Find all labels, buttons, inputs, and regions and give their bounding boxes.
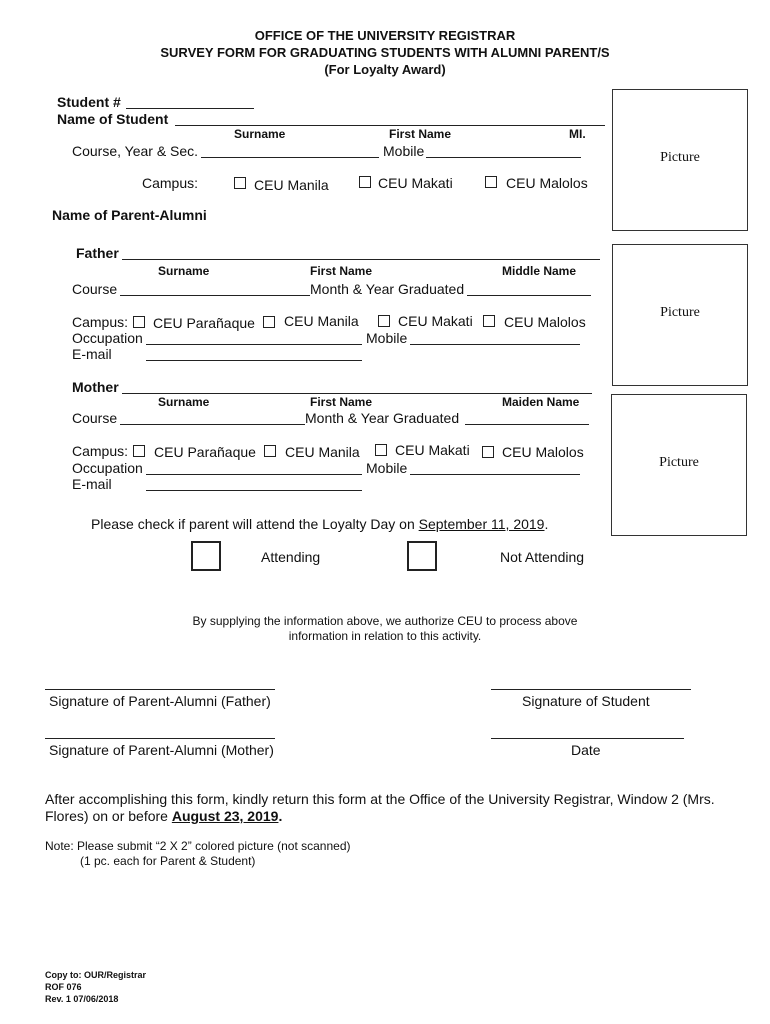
mother-email-label: E-mail [72, 476, 112, 492]
mother-campus-manila: CEU Manila [285, 444, 360, 460]
picture-note-line-1: Note: Please submit “2 X 2” colored picture (not scanned) [45, 839, 351, 853]
mother-mobile-label: Mobile [366, 460, 408, 476]
loyalty-day-date: September 11, 2019 [418, 516, 545, 532]
checkbox-student-ceu-manila[interactable] [234, 177, 246, 189]
return-note-prefix: Flores) on or before [45, 808, 172, 824]
return-note-line-1: After accomplishing this form, kindly return this form at the Office of the University Registrar, Window 2 (Mrs. [45, 791, 715, 807]
student-firstname-caption: First Name [389, 127, 452, 141]
student-campus-malolos: CEU Malolos [506, 175, 588, 191]
father-occupation-label: Occupation [72, 330, 143, 346]
picture-label: Picture [660, 150, 700, 165]
form-office-title: OFFICE OF THE UNIVERSITY REGISTRAR [254, 28, 516, 43]
mother-surname-caption: Surname [158, 395, 210, 409]
checkbox-father-ceu-manila[interactable] [263, 316, 275, 328]
attendance-period: . [544, 516, 549, 532]
student-surname-caption: Surname [234, 127, 286, 141]
checkbox-mother-ceu-manila[interactable] [264, 445, 276, 457]
student-campus-label: Campus: [142, 175, 199, 191]
checkbox-father-ceu-paranaque[interactable] [133, 316, 145, 328]
father-campus-paranaque: CEU Parañaque [153, 315, 255, 331]
mother-occupation-field[interactable] [146, 474, 362, 475]
student-name-label: Name of Student [57, 111, 169, 127]
father-picture-box[interactable] [612, 244, 748, 386]
form-title: SURVEY FORM FOR GRADUATING STUDENTS WITH ALUMNI PARENT/S [160, 45, 610, 60]
not-attending-label: Not Attending [500, 549, 585, 565]
father-campus-makati: CEU Makati [398, 313, 473, 329]
not-attending-checkbox[interactable] [407, 541, 437, 571]
father-label: Father [76, 245, 119, 261]
parent-section-title: Name of Parent-Alumni [52, 207, 207, 223]
student-campus-manila: CEU Manila [254, 177, 329, 193]
deadline-date: August 23, 2019 [171, 808, 279, 824]
footer-form-code: ROF 076 [45, 982, 82, 992]
student-name-field[interactable] [175, 125, 605, 126]
student-mobile-label: Mobile [383, 143, 425, 159]
mother-graduated-field[interactable] [465, 424, 589, 425]
mother-campus-makati: CEU Makati [395, 442, 470, 458]
student-mi-caption: MI. [569, 127, 586, 141]
date-line[interactable] [491, 738, 684, 739]
father-name-field[interactable] [122, 259, 600, 260]
father-surname-caption: Surname [158, 264, 210, 278]
picture-label: Picture [660, 305, 700, 320]
footer-revision: Rev. 1 07/06/2018 [45, 994, 119, 1004]
checkbox-student-ceu-makati[interactable] [359, 176, 371, 188]
mother-occupation-label: Occupation [72, 460, 143, 476]
mother-course-label: Course [72, 410, 118, 426]
father-mobile-field[interactable] [410, 344, 580, 345]
checkbox-mother-ceu-makati[interactable] [375, 444, 387, 456]
father-middlename-caption: Middle Name [502, 264, 577, 278]
checkbox-father-ceu-makati[interactable] [378, 315, 390, 327]
mother-picture-box[interactable] [611, 394, 747, 536]
student-picture-box[interactable] [612, 89, 748, 231]
form-subtitle: (For Loyalty Award) [324, 62, 446, 77]
father-campus-malolos: CEU Malolos [504, 314, 586, 330]
mother-email-field[interactable] [146, 490, 362, 491]
student-signature-label: Signature of Student [522, 693, 650, 709]
checkbox-mother-ceu-malolos[interactable] [482, 446, 494, 458]
mother-campus-label: Campus: [72, 443, 129, 459]
father-email-field[interactable] [146, 360, 362, 361]
student-campus-makati: CEU Makati [378, 175, 453, 191]
attendance-prompt-text: Please check if parent will attend the Loyalty Day on [91, 516, 415, 532]
course-year-sec-label: Course, Year & Sec. [72, 143, 199, 159]
mother-course-field[interactable] [120, 424, 305, 425]
father-mobile-label: Mobile [366, 330, 408, 346]
father-signature-label: Signature of Parent-Alumni (Father) [49, 693, 271, 709]
consent-line-1: By supplying the information above, we authorize CEU to process above [192, 614, 578, 628]
date-label: Date [571, 742, 601, 758]
student-number-label: Student # [57, 94, 121, 110]
father-course-field[interactable] [120, 295, 310, 296]
mother-name-field[interactable] [122, 393, 592, 394]
attendance-prompt [91, 516, 548, 532]
father-campus-label: Campus: [72, 314, 129, 330]
student-mobile-field[interactable] [426, 157, 581, 158]
student-number-field[interactable] [126, 108, 254, 109]
consent-line-2: information in relation to this activity. [288, 629, 482, 643]
attending-label: Attending [261, 549, 321, 565]
father-occupation-field[interactable] [146, 344, 362, 345]
mother-firstname-caption: First Name [310, 395, 373, 409]
picture-label: Picture [659, 455, 699, 470]
return-note-line-2 [45, 808, 282, 824]
picture-note-line-2: (1 pc. each for Parent & Student) [80, 854, 256, 868]
student-signature-line[interactable] [491, 689, 691, 690]
mother-maidenname-caption: Maiden Name [502, 395, 580, 409]
father-graduated-field[interactable] [467, 295, 591, 296]
footer-copy-to: Copy to: OUR/Registrar [45, 970, 147, 980]
mother-signature-line[interactable] [45, 738, 275, 739]
mother-campus-paranaque: CEU Parañaque [154, 444, 256, 460]
mother-signature-label: Signature of Parent-Alumni (Mother) [49, 742, 274, 758]
father-course-label: Course [72, 281, 118, 297]
father-graduated-label: Month & Year Graduated [310, 281, 465, 297]
course-year-sec-field[interactable] [201, 157, 379, 158]
mother-graduated-label: Month & Year Graduated [305, 410, 460, 426]
checkbox-student-ceu-malolos[interactable] [485, 176, 497, 188]
mother-mobile-field[interactable] [410, 474, 580, 475]
father-firstname-caption: First Name [310, 264, 373, 278]
father-campus-manila: CEU Manila [284, 313, 359, 329]
attending-checkbox[interactable] [191, 541, 221, 571]
mother-label: Mother [72, 379, 119, 395]
father-signature-line[interactable] [45, 689, 275, 690]
return-note-suffix: . [278, 808, 283, 824]
father-email-label: E-mail [72, 346, 112, 362]
mother-campus-malolos: CEU Malolos [502, 444, 584, 460]
checkbox-father-ceu-malolos[interactable] [483, 315, 495, 327]
checkbox-mother-ceu-paranaque[interactable] [133, 445, 145, 457]
